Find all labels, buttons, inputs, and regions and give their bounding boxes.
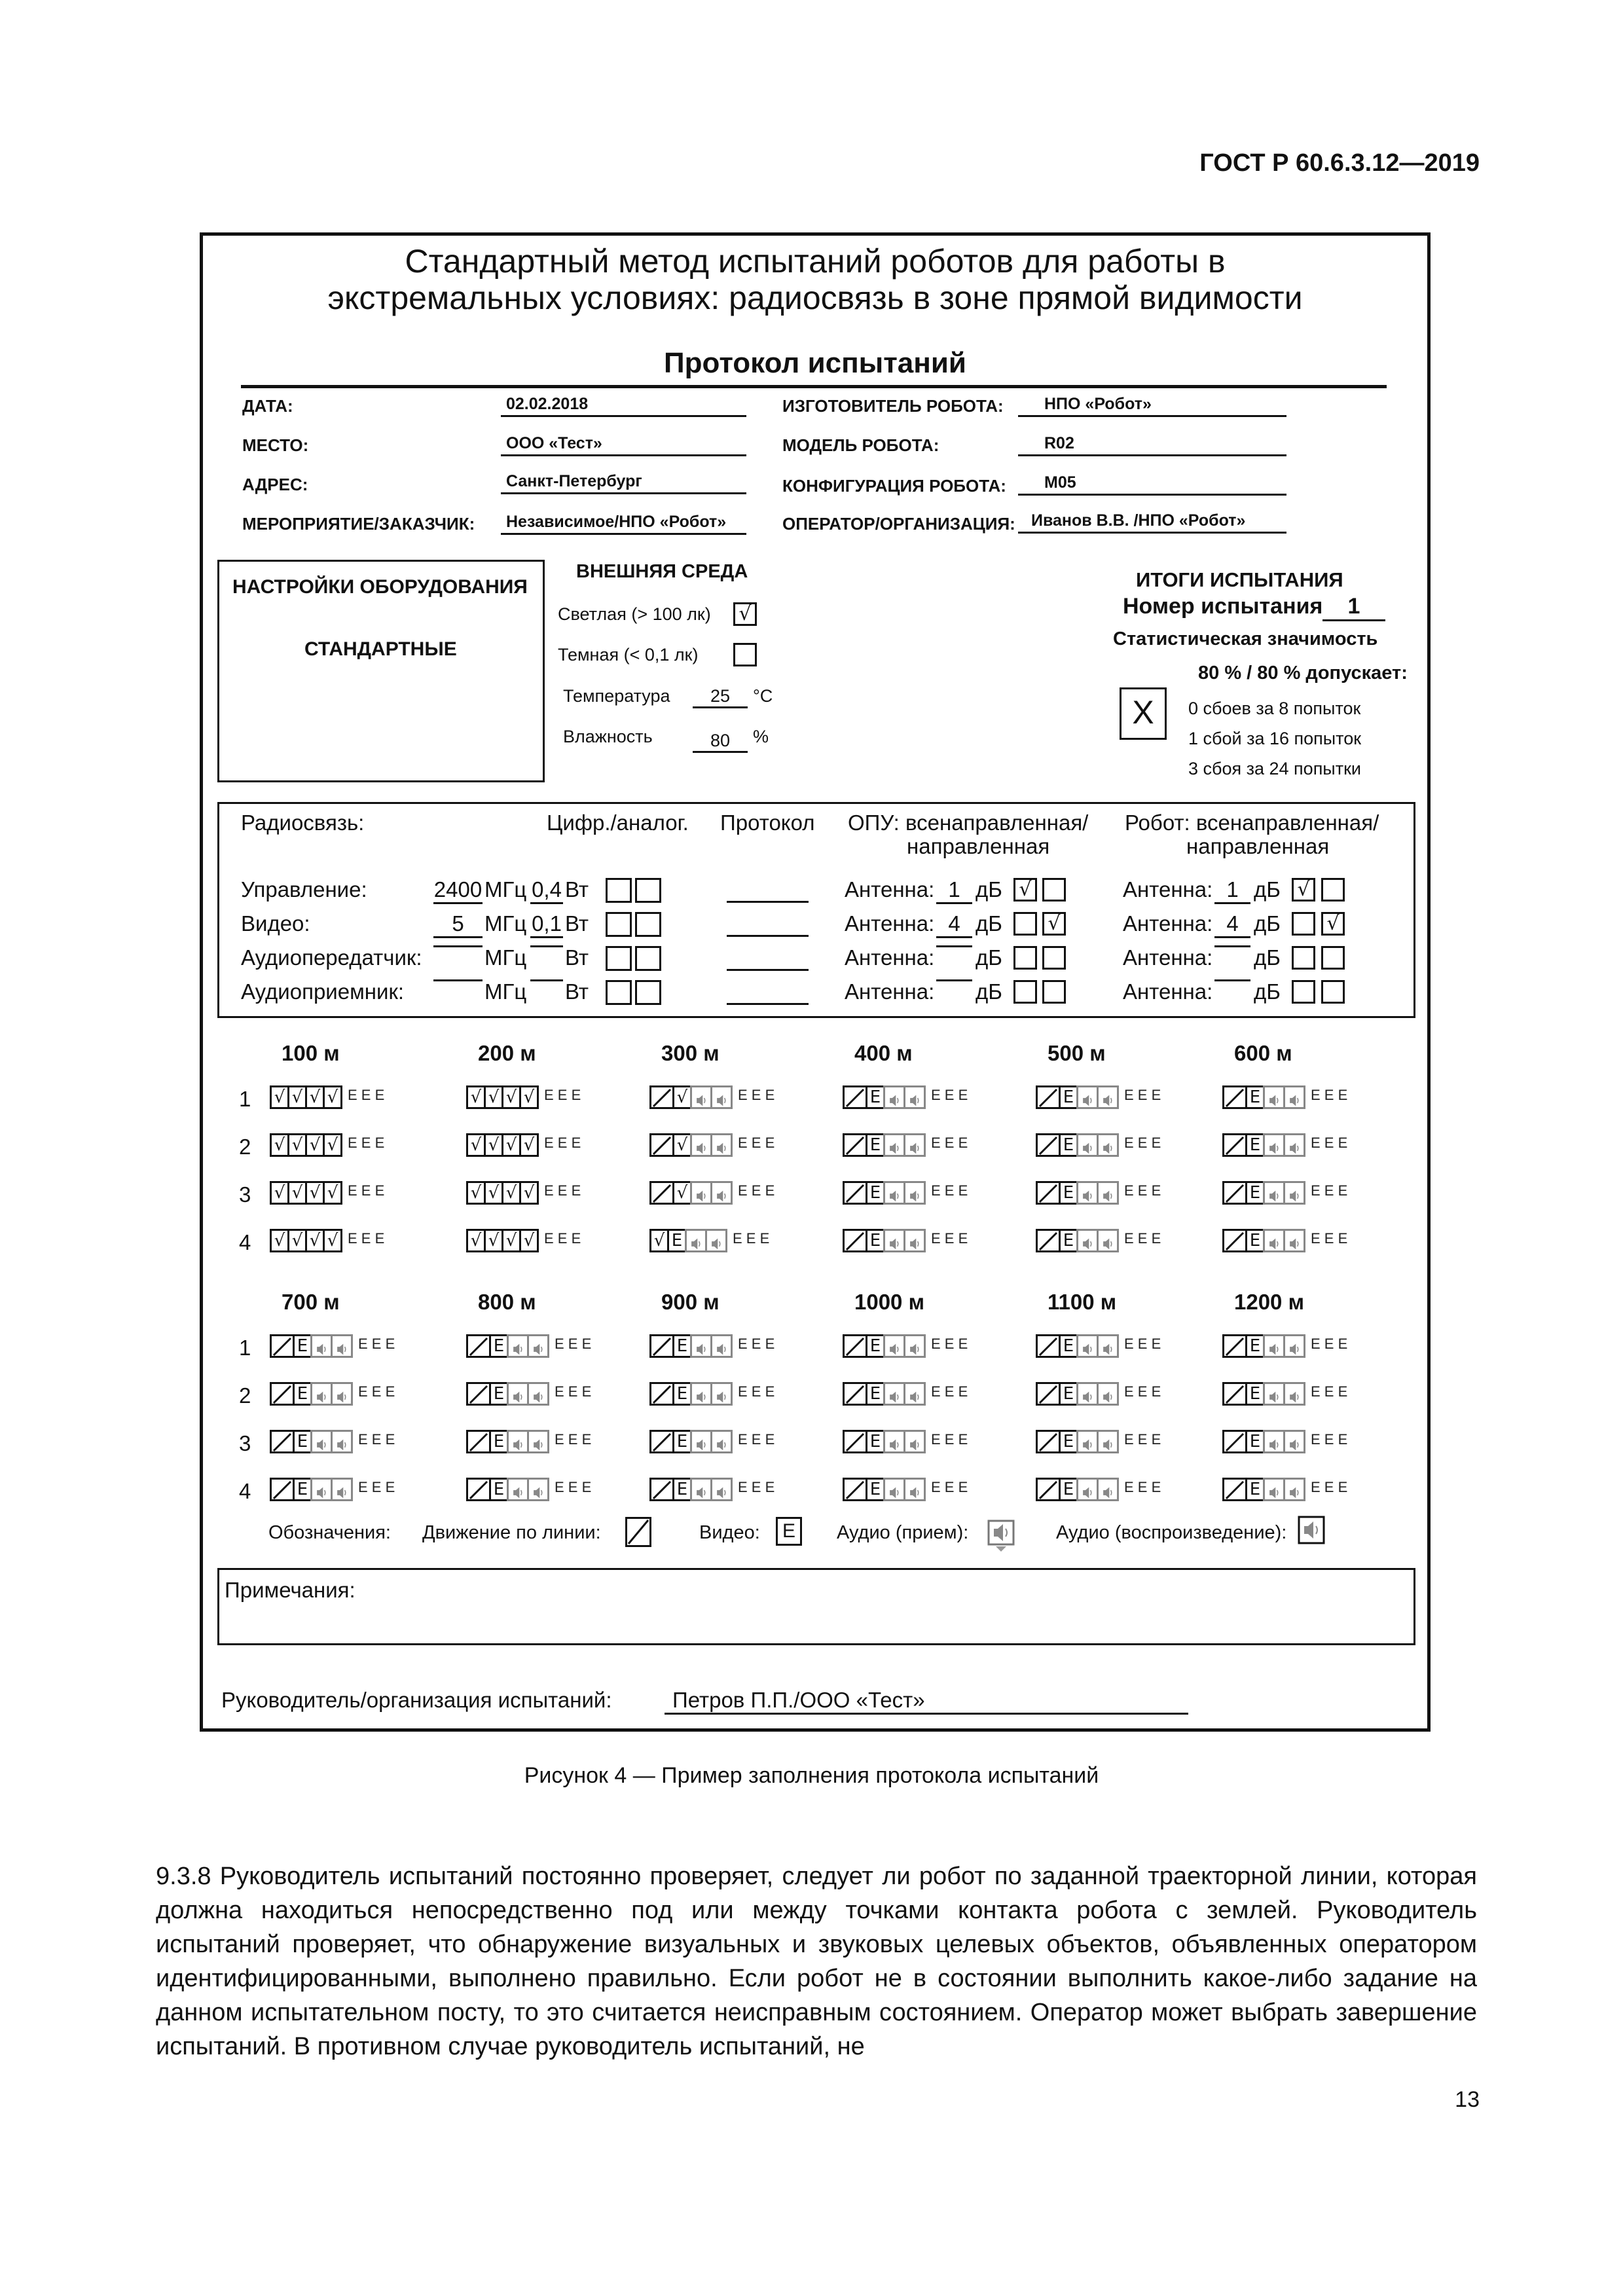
grid-row-label: 2 [239,1383,251,1408]
distance-header: 300 м [661,1041,720,1065]
info-label-place: МЕСТО: [242,435,309,455]
grid-cell-group[interactable]: E E E E [1038,1478,1161,1501]
grid-row-label: 1 [239,1336,251,1360]
distance-header: 800 м [478,1290,536,1314]
info-value-address: Санкт-Петербург [501,472,746,494]
grid-cell-group[interactable]: E E E E [1224,1334,1347,1358]
info-value-date: 02.02.2018 [501,395,746,417]
radio-digital-checkbox[interactable] [606,912,632,937]
form-title-line2: экстремальных условиях: радиосвязь в зоне прямой видимости [327,280,1303,316]
radio-row-freq [433,979,483,981]
grid-cell-group[interactable]: E E E E [845,1382,968,1406]
test-protocol-form [200,232,1431,1732]
grid-cell-group[interactable]: E E E E [1038,1229,1161,1252]
grid-cell-group[interactable]: E E E E [1224,1382,1347,1406]
body-paragraph: 9.3.8 Руководитель испытаний постоянно проверяет, следует ли робот по заданной траекторной линии, которая должна находиться непосредственно под или между точками контакта робота с землей. Руководитель испытаний проверяет, что обнаружение визуальных и звуковых целевых объектов, объявленных оператором идентифицированными, выполнено правильно. Если робот не в состоянии выполнить какое-либо задание на данном испытательном посту, то это считается неисправным состоянием. Оператор может выбрать завершение испытаний. В противном случае руководитель испытаний, не [156,1863,1477,2060]
radio-row-power [530,979,563,981]
radio-row-power: 0,1 [530,911,563,938]
grid-cell-group[interactable]: E E E E [272,1430,395,1453]
robot-antenna-label: Антенна: [1123,979,1213,1004]
info-label-event: МЕРОПРИЯТИЕ/ЗАКАЗЧИК: [242,514,475,534]
speaker-play-icon [1298,1516,1325,1549]
legend-move: Движение по линии: [422,1522,601,1543]
legend-label: Обозначения: [268,1522,391,1543]
radio-analog-checkbox[interactable] [635,912,661,937]
grid-cell-group[interactable]: E E E E [651,1478,775,1501]
radio-protocol-field[interactable] [727,935,809,937]
opu-omni-checkbox[interactable]: √ [1013,878,1037,902]
grid-cell-group[interactable]: E E E E [651,1382,775,1406]
grid-cell-group[interactable]: E E E E [1038,1334,1161,1358]
grid-cell-group[interactable]: √ √ √ √ E E E [272,1181,384,1205]
distance-header: 600 м [1234,1041,1292,1065]
info-label-operator: ОПЕРАТОР/ОРГАНИЗАЦИЯ: [782,514,1015,534]
radio-col-robot-line1: Робот: всенаправленная/ [1125,811,1379,835]
legend-move-icon [625,1517,651,1550]
distance-header: 900 м [661,1290,720,1314]
figure-caption: Рисунок 4 — Пример заполнения протокола испытаний [524,1763,1099,1788]
robot-antenna-db: дБ [1254,979,1281,1004]
grid-cell-group[interactable]: √ √ √ √ E E E [468,1085,581,1109]
opu-antenna-label: Антенна: [845,911,935,936]
results-opt1: 0 сбоев за 8 попыток [1188,699,1361,718]
grid-cell-group[interactable]: E E E E [272,1334,395,1358]
grid-cell-group[interactable]: E E E E [1224,1181,1347,1205]
opu-antenna-db: дБ [976,877,1002,902]
distance-header: 200 м [478,1041,536,1065]
radio-analog-checkbox[interactable] [635,878,661,903]
opu-antenna-gain [936,945,972,947]
distance-header: 400 м [854,1041,913,1065]
robot-antenna-label: Антенна: [1123,911,1213,936]
opu-antenna-db: дБ [976,945,1002,970]
grid-cell-group[interactable]: √ √ √ √ E E E [272,1085,384,1109]
opu-omni-checkbox[interactable] [1013,980,1037,1004]
grid-cell-group[interactable]: E E E E [845,1334,968,1358]
grid-cell-group[interactable]: √ E E E [651,1085,775,1109]
grid-row-label: 2 [239,1135,251,1159]
robot-antenna-db: дБ [1254,877,1281,902]
radio-row-name: Аудиоприемник: [241,979,405,1004]
grid-cell-group[interactable]: E E E E [1038,1085,1161,1109]
distance-header: 100 м [282,1041,340,1065]
radio-protocol-field[interactable] [727,901,809,903]
robot-directional-checkbox[interactable] [1321,980,1345,1004]
info-label-config: КОНФИГУРАЦИЯ РОБОТА: [782,476,1006,496]
radio-row-power [530,945,563,947]
opu-directional-checkbox[interactable] [1042,946,1066,970]
opu-antenna-label: Антенна: [845,877,935,902]
grid-cell-group[interactable]: E E E E [468,1382,591,1406]
radio-row-mhz-unit: МГц [484,877,527,902]
robot-omni-checkbox[interactable] [1292,980,1315,1004]
robot-omni-checkbox[interactable] [1292,912,1315,936]
grid-cell-group[interactable]: E E E E [272,1478,395,1501]
grid-cell-group[interactable]: √ √ √ √ E E E [468,1229,581,1252]
info-value-place: ООО «Тест» [501,434,746,456]
grid-row-label: 4 [239,1479,251,1503]
grid-cell-group[interactable]: E E E E [845,1085,968,1109]
grid-cell-group[interactable]: E E E E [468,1478,591,1501]
grid-cell-group[interactable]: E E E E [845,1133,968,1157]
env-temp-label: Температура [563,686,670,706]
radio-protocol-field[interactable] [727,969,809,971]
radio-title: Радиосвязь: [241,811,365,835]
notes-box[interactable] [217,1568,1415,1645]
opu-antenna-db: дБ [976,979,1002,1004]
environment-title: ВНЕШНЯЯ СРЕДА [576,561,748,582]
robot-antenna-gain [1214,979,1250,981]
opu-omni-checkbox[interactable] [1013,912,1037,936]
robot-antenna-gain: 1 [1214,877,1250,904]
opu-antenna-gain: 4 [936,911,972,938]
results-number-label: Номер испытания [1123,594,1323,619]
grid-cell-group[interactable]: √ E E E E [651,1229,769,1252]
grid-cell-group[interactable]: E E E E [1038,1133,1161,1157]
opu-antenna-db: дБ [976,911,1002,936]
equipment-settings-title: НАСТРОЙКИ ОБОРУДОВАНИЯ [232,576,528,598]
info-value-operator: Иванов В.В. /НПО «Робот» [1018,511,1286,534]
env-humidity-value: 80 [693,731,748,753]
protocol-rule [241,385,1387,388]
info-label-date: ДАТА: [242,396,293,416]
grid-cell-group[interactable]: E E E E [1224,1085,1347,1109]
opu-antenna-label: Антенна: [845,979,935,1004]
env-light-checkbox[interactable]: √ [733,602,757,626]
radio-protocol-field[interactable] [727,1003,809,1005]
legend-audio-rx: Аудио (прием): [837,1522,969,1543]
opu-antenna-gain [936,979,972,981]
grid-cell-group[interactable]: E E E E [845,1430,968,1453]
page-number: 13 [1455,2087,1480,2112]
grid-cell-group[interactable]: E E E E [1038,1430,1161,1453]
grid-cell-group[interactable]: E E E E [1224,1478,1347,1501]
grid-row-label: 3 [239,1431,251,1455]
radio-digital-checkbox[interactable] [606,946,632,971]
results-mark-box[interactable]: X [1120,687,1167,740]
grid-cell-group[interactable]: E E E E [845,1229,968,1252]
radio-analog-checkbox[interactable] [635,946,661,971]
radio-row-w-unit: Вт [565,979,589,1004]
protocol-title: Протокол испытаний [664,347,966,379]
env-dark-label: Темная (< 0,1 лк) [558,645,699,665]
opu-antenna-gain: 1 [936,877,972,904]
grid-cell-group[interactable]: E E E E [1038,1382,1161,1406]
grid-cell-group[interactable]: √ √ √ √ E E E [272,1133,384,1157]
info-value-manufacturer: НПО «Робот» [1018,395,1286,417]
radio-row-name: Видео: [241,911,310,936]
results-allow: 80 % / 80 % допускает: [1198,663,1408,683]
radio-row-w-unit: Вт [565,911,589,936]
robot-directional-checkbox[interactable]: √ [1321,912,1345,936]
opu-directional-checkbox[interactable] [1042,980,1066,1004]
distance-header: 1100 м [1048,1290,1117,1314]
info-value-event: Независимое/НПО «Робот» [501,513,746,535]
env-temp-unit: °C [753,686,773,706]
robot-antenna-gain: 4 [1214,911,1250,938]
grid-cell-group[interactable]: E E E E [651,1334,775,1358]
grid-cell-group[interactable]: E E E E [1224,1133,1347,1157]
radio-row-freq: 5 [433,911,483,938]
radio-row-freq [433,945,483,947]
grid-cell-group[interactable]: √ E E E [651,1133,775,1157]
grid-cell-group[interactable]: E E E E [845,1478,968,1501]
grid-cell-group[interactable]: √ E E E [651,1181,775,1205]
grid-cell-group[interactable]: E E E E [468,1334,591,1358]
info-label-address: АДРЕС: [242,475,308,494]
grid-cell-group[interactable]: √ √ √ √ E E E [468,1133,581,1157]
legend-audio-play: Аудио (воспроизведение): [1056,1522,1287,1543]
env-dark-checkbox[interactable] [733,643,757,666]
opu-omni-checkbox[interactable] [1013,946,1037,970]
document-header: ГОСТ Р 60.6.3.12—2019 [1199,149,1480,177]
robot-antenna-gain [1214,945,1250,947]
supervisor-label: Руководитель/организация испытаний: [221,1688,612,1712]
robot-omni-checkbox[interactable]: √ [1292,878,1315,902]
robot-directional-checkbox[interactable] [1321,946,1345,970]
results-number-value: 1 [1322,594,1385,621]
env-temp-value: 25 [693,686,748,708]
info-value-model: R02 [1018,434,1286,456]
radio-analog-checkbox[interactable] [635,980,661,1005]
radio-digital-checkbox[interactable] [606,878,632,903]
radio-row-power: 0,4 [530,877,563,904]
distance-header: 700 м [282,1290,340,1314]
robot-antenna-label: Антенна: [1123,945,1213,970]
results-opt3: 3 сбоя за 24 попытки [1188,759,1361,778]
grid-cell-group[interactable]: E E E E [1224,1430,1347,1453]
legend-video-icon: E [776,1517,802,1546]
radio-col-opu-line1: ОПУ: всенаправленная/ [848,811,1089,835]
grid-cell-group[interactable]: E E E E [468,1430,591,1453]
radio-col-protocol: Протокол [720,811,815,835]
info-label-manufacturer: ИЗГОТОВИТЕЛЬ РОБОТА: [782,396,1004,416]
robot-antenna-label: Антенна: [1123,877,1213,902]
legend-video: Видео: [699,1522,760,1543]
robot-antenna-db: дБ [1254,945,1281,970]
grid-cell-group[interactable]: E E E E [1224,1229,1347,1252]
grid-cell-group[interactable]: √ √ √ √ E E E [468,1181,581,1205]
radio-row-mhz-unit: МГц [484,945,527,970]
distance-header: 500 м [1048,1041,1106,1065]
radio-row-w-unit: Вт [565,945,589,970]
radio-row-name: Управление: [241,877,367,902]
distance-header: 1200 м [1234,1290,1304,1314]
robot-omni-checkbox[interactable] [1292,946,1315,970]
opu-directional-checkbox[interactable] [1042,878,1066,902]
results-opt2: 1 сбой за 16 попыток [1188,729,1362,748]
notes-label: Примечания: [225,1578,356,1602]
distance-header: 1000 м [854,1290,924,1314]
opu-directional-checkbox[interactable]: √ [1042,912,1066,936]
info-label-model: МОДЕЛЬ РОБОТА: [782,435,939,455]
info-value-config: M05 [1018,473,1286,496]
radio-row-mhz-unit: МГц [484,979,527,1004]
robot-antenna-db: дБ [1254,911,1281,936]
radio-digital-checkbox[interactable] [606,980,632,1005]
opu-antenna-label: Антенна: [845,945,935,970]
grid-cell-group[interactable]: √ √ √ √ E E E [272,1229,384,1252]
supervisor-value: Петров П.П./ООО «Тест» [665,1688,1188,1715]
grid-row-label: 1 [239,1087,251,1111]
grid-cell-group[interactable]: E E E E [1038,1181,1161,1205]
env-humidity-label: Влажность [563,727,653,746]
env-light-label: Светлая (> 100 лк) [558,604,711,624]
form-title-line1: Стандартный метод испытаний роботов для работы в [405,243,1226,280]
radio-row-w-unit: Вт [565,877,589,902]
grid-cell-group[interactable]: E E E E [651,1430,775,1453]
radio-row-mhz-unit: МГц [484,911,527,936]
equipment-settings-value: СТАНДАРТНЫЕ [304,638,457,660]
results-title: ИТОГИ ИСПЫТАНИЯ [1136,568,1343,591]
radio-row-name: Аудиопередатчик: [241,945,422,970]
equipment-settings-box [217,560,545,782]
env-humidity-unit: % [753,727,769,746]
results-stat: Статистическая значимость [1113,629,1378,649]
radio-col-robot-line2: направленная [1186,834,1330,858]
grid-cell-group[interactable]: E E E E [845,1181,968,1205]
radio-col-opu-line2: направленная [907,834,1050,858]
speaker-icon [987,1516,1015,1556]
grid-row-label: 4 [239,1230,251,1254]
radio-col-digital: Цифр./аналог. [547,811,689,835]
radio-row-freq: 2400 [433,877,483,904]
robot-directional-checkbox[interactable] [1321,878,1345,902]
grid-cell-group[interactable]: E E E E [272,1382,395,1406]
grid-row-label: 3 [239,1182,251,1207]
